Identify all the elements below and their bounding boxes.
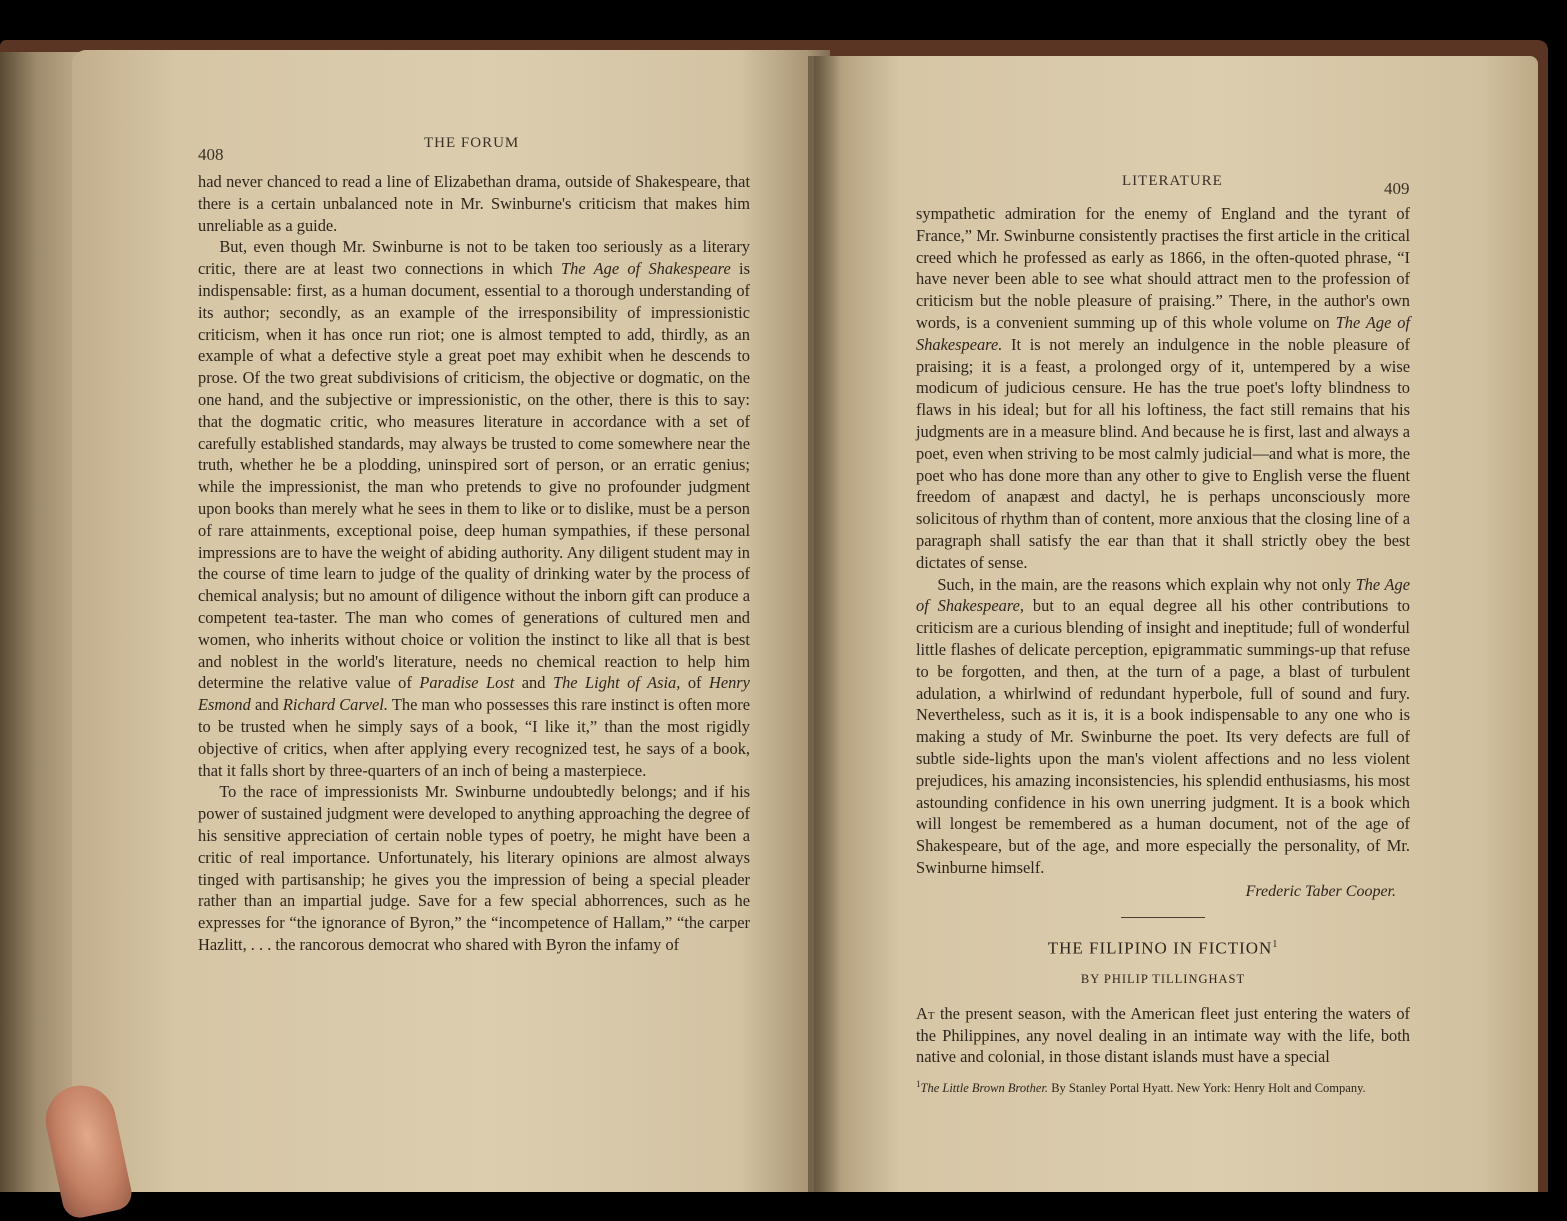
page-number: 408 — [198, 145, 224, 164]
page-number: 409 — [1384, 179, 1410, 198]
gutter-shadow — [808, 56, 840, 1192]
author-signature: Frederic Taber Cooper. — [1245, 882, 1396, 900]
article-title: THE FILIPINO IN FICTION$^1$ — [1047, 938, 1279, 958]
paragraph: But, even though Mr. Swinburne is not to be taken too seriously as a literary critic, there are at least two connections in which The Age of Shakespeare is indispensable: first, as a human document, essential to a thorough understanding of its author; secondly, as an example of the irresponsibility of impressionistic criticism, when it has once run riot; one is almost tempted to add, thirdly, as an example of what a defective style a great poet may exhibit when he descends to prose. Of the two great subdivisions of criticism, the objective or dogmatic, on the one hand, and the subjective or impressionistic, on the other, there is this to say: that the dogmatic critic, who measures literature in accordance with a set of carefully established standards, may always be trusted to come somewhere near the truth, whether he be a plodding, uninspired sort of person, or an erratic genius; while the impressionist, the man who pretends to give no profounder judgment upon books than merely what he sees in them to like or to dislike, must be a person of rare attainments, exceptional poise, deep human sympathies, if these personal impressions are to have the weight of abiding authority. Any diligent student may in the course of time learn to judge of the quality of drinking water by the process of chemical analysis; but no amount of diligence without the inborn gift can produce a competent tea-taster. The man who comes of generations of cultured men and women, who inherits without choice or volition the instinct to like all that is best and noblest in the world's literature, needs no chemical reaction to help him determine the relative value of Paradise Lost and The Light of Asia, of Henry Esmond and Richard Carvel. The man who possesses this rare instinct is often more to be trusted when he simply says of a book, “I like it,” than the most rigidly objective of critics, when after applying every recognized test, he says of a book, that it falls short by three-quarters of an inch of being a masterpiece. — [198, 237, 750, 780]
article-opening: At the present season, with the American fleet just entering the waters of the Philippines, any novel dealing in an intimate way with the life, both native and colonial, in those distant islands must have a special — [916, 1003, 1410, 1067]
left-page — [72, 50, 830, 1192]
paragraph: Such, in the main, are the reasons which explain why not only The Age of Shakespeare, but to an equal degree all his other contributions to criticism are a curious blending of insight and ineptitude; full of wonderful little flashes of delicate perception, epigrammatic summings-up that refuse to be forgotten, and then, at the turn of a page, a blast of turbulent adulation, a whirlwind of redundant hyperbole, full of sound and fury. Nevertheless, such as it is, it is a book indispensable to any one who is making a study of Mr. Swinburne the poet. Its very defects are full of subtle side-lights upon the man's violent affections and no less violent prejudices, his amazing inconsistencies, his splendid enthusiasms, his most astounding confidence in his own unerring judgment. It is a book which will longest be remembered as a human document, not of the age of Shakespeare, but of the age, and more especially the personality, of Mr. Swinburne himself. — [916, 574, 1410, 877]
right-page — [814, 56, 1538, 1192]
paragraph: had never chanced to read a line of Elizabethan drama, outside of Shakespeare, that there is a certain unbalanced note in Mr. Swinburne's criticism that makes him unreliable as a guide. — [198, 172, 750, 235]
byline: BY PHILIP TILLINGHAST — [1080, 971, 1246, 986]
body-text — [916, 203, 1410, 1098]
body-text — [198, 171, 750, 956]
running-head: THE FORUM — [424, 135, 520, 151]
running-head: LITERATURE — [1122, 173, 1223, 189]
footnote: $^1$The Little Brown Brother. By Stanley Portal Hyatt. New York: Henry Holt and Company. — [916, 1079, 1366, 1096]
paragraph: To the race of impressionists Mr. Swinburne undoubtedly belongs; and if his power of sustained judgment were developed to anything approaching the degree of his sensitive appreciation of certain noble types of poetry, he might have been a critic of real importance. Unfortunately, his literary opinions are almost always tinged with partisanship; he gives you the impression of being a special pleader rather than an impartial judge. Save for a few special abhorrences, such as he expresses for “the ignorance of Byron,” the “incompetence of Hallam,” “the carper Hazlitt, . . . the rancorous democrat who shared with Byron the infamy of — [198, 782, 750, 954]
paragraph: sympathetic admiration for the enemy of England and the tyrant of France,” Mr. Swinburne consistently practises the first article in the critical creed which he professed as early as 1866, in the often-quoted phrase, “I have never been able to see what should attract men to the profession of criticism but the noble pleasure of praising.” There, in the author's own words, is a convenient summing up of this whole volume on The Age of Shakespeare. It is not merely an indulgence in the noble pleasure of praising; it is a feast, a prolonged orgy of it, untempered by a wise modicum of judicious censure. He has the true poet's lofty blindness to flaws in his ideal; but for all his loftiness, the fact still remains that his judgments are in a measure blind. And because he is first, last and always a poet, even when striving to be most calmly judicial—and what is more, the poet who has done more than any other to give to English verse the fluent freedom of anapæst and dactyl, he is perhaps unconsciously more solicitous of rhythm than of content, more anxious that the closing line of a paragraph shall satisfy the ear than that it shall strictly obey the best dictates of sense. — [916, 204, 1410, 572]
section-divider — [1121, 917, 1205, 918]
